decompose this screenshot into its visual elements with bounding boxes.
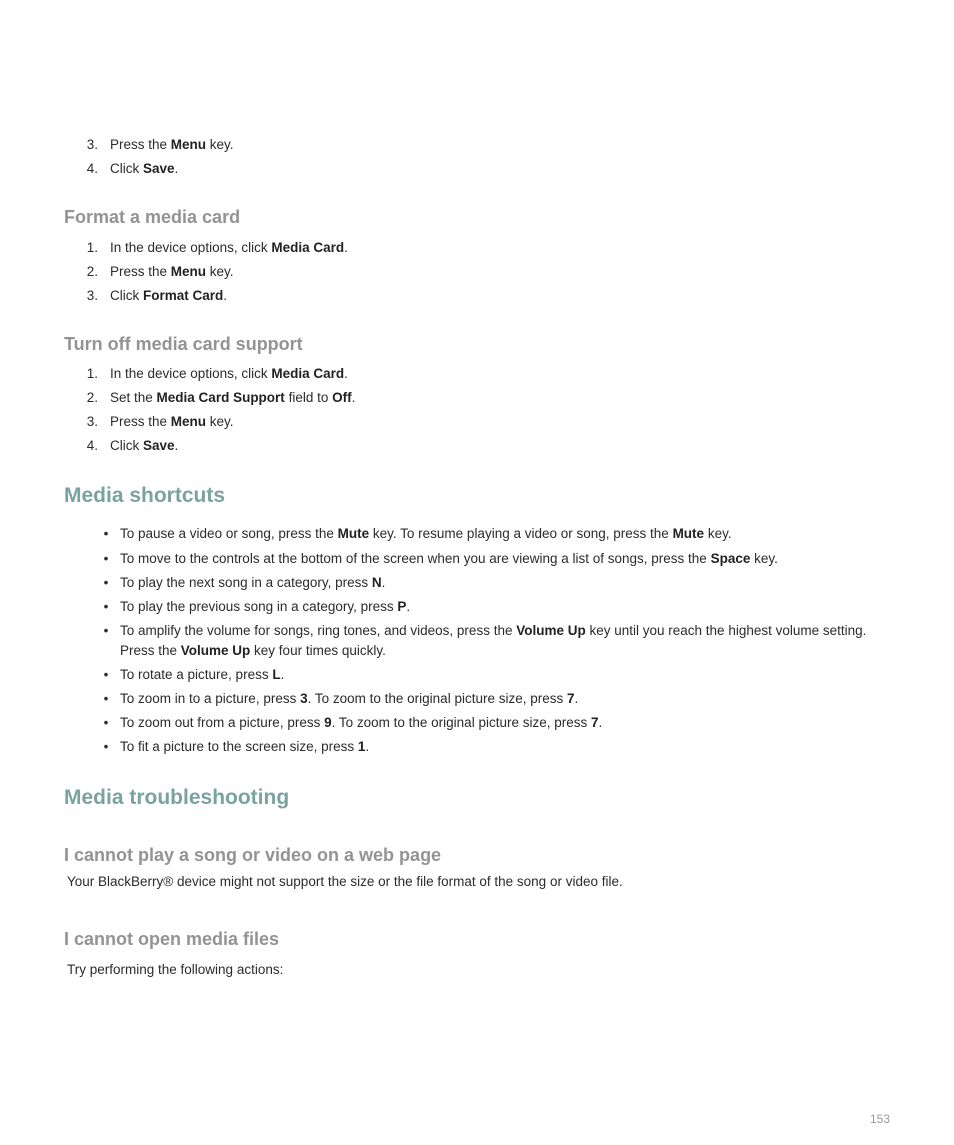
bullet-text: [120, 623, 866, 638]
text-run: To fit a picture to the screen size, press: [120, 739, 358, 754]
text-run: key.: [704, 526, 732, 541]
key-term: Save: [143, 161, 175, 176]
section-title-media-shortcuts: Media shortcuts: [64, 484, 226, 507]
text-run: key four times quickly.: [250, 643, 386, 658]
text-run: .: [223, 288, 228, 303]
step-number: 1.: [86, 366, 98, 381]
bullet-text: [120, 575, 385, 590]
step-text: [110, 264, 234, 279]
text-run: key.: [750, 551, 778, 566]
text-run: .: [381, 575, 386, 590]
text-run: Set the: [110, 390, 157, 405]
bullet-text: [120, 599, 410, 614]
key-term: P: [397, 599, 407, 614]
body-text-cannot-play: Your BlackBerry® device might not support the size or the file format of the song or video file.: [67, 874, 623, 889]
text-run: . To zoom to the original picture size, press: [331, 715, 591, 730]
body-text-cannot-open: Try performing the following actions:: [67, 962, 284, 977]
text-run: Press the: [110, 414, 171, 429]
text-run: To play the next song in a category, press: [120, 575, 372, 590]
bullet-icon: •: [103, 667, 109, 682]
page-number: 153: [870, 1112, 891, 1126]
step-number: 3.: [86, 414, 98, 429]
text-run: Press the: [120, 643, 181, 658]
key-term: Off: [332, 390, 352, 405]
step-text: [110, 414, 234, 429]
bullet-text: [120, 643, 386, 658]
text-run: .: [406, 599, 411, 614]
text-run: key until you reach the highest volume setting.: [585, 623, 867, 638]
bullet-icon: •: [103, 526, 109, 541]
key-term: Space: [710, 551, 751, 566]
key-term: N: [371, 575, 382, 590]
bullet-text: [120, 667, 284, 682]
text-run: To move to the controls at the bottom of the screen when you are viewing a list of songs, press the: [120, 551, 711, 566]
key-term: Media Card: [271, 366, 345, 381]
bullet-text: [120, 551, 778, 566]
bullet-text: [120, 739, 369, 754]
key-term: 7: [590, 715, 599, 730]
step-text: [110, 137, 234, 152]
key-term: 3: [300, 691, 308, 706]
key-term: Media Card Support: [156, 390, 285, 405]
text-run: In the device options, click: [110, 240, 272, 255]
step-text: [110, 366, 348, 381]
text-run: Click: [110, 438, 143, 453]
text-run: .: [351, 390, 356, 405]
bullet-text: [120, 526, 732, 541]
text-run: .: [174, 438, 179, 453]
text-run: To play the previous song in a category, press: [120, 599, 398, 614]
bullet-text: [120, 691, 578, 706]
key-term: 7: [566, 691, 575, 706]
key-term: Menu: [170, 137, 207, 152]
text-run: Press the: [110, 137, 171, 152]
section-heading-format-media-card: Format a media card: [64, 207, 241, 227]
text-run: .: [574, 691, 579, 706]
text-run: Click: [110, 161, 143, 176]
step-text: [110, 240, 348, 255]
bullet-icon: •: [103, 599, 109, 614]
step-text: [110, 438, 178, 453]
text-run: .: [280, 667, 285, 682]
text-run: To amplify the volume for songs, ring tones, and videos, press the: [120, 623, 517, 638]
section-heading-turn-off-support: Turn off media card support: [64, 334, 303, 354]
text-run: In the device options, click: [110, 366, 272, 381]
key-term: Media Card: [271, 240, 345, 255]
step-number: 1.: [86, 240, 98, 255]
text-run: To zoom in to a picture, press: [120, 691, 301, 706]
text-run: To rotate a picture, press: [120, 667, 273, 682]
text-run: Click: [110, 288, 143, 303]
text-run: .: [598, 715, 603, 730]
bullet-icon: •: [103, 691, 109, 706]
bullet-text: [120, 715, 602, 730]
text-run: To zoom out from a picture, press: [120, 715, 325, 730]
step-number: 3.: [86, 288, 98, 303]
text-run: To pause a video or song, press the: [120, 526, 338, 541]
step-text: [110, 390, 355, 405]
key-term: 1: [357, 739, 366, 754]
step-text: [110, 288, 227, 303]
bullet-icon: •: [103, 715, 109, 730]
key-term: Mute: [337, 526, 370, 541]
step-number: 2.: [86, 264, 98, 279]
section-title-media-troubleshooting: Media troubleshooting: [64, 786, 290, 809]
step-number: 4.: [86, 161, 98, 176]
text-run: field to: [284, 390, 333, 405]
key-term: Mute: [672, 526, 705, 541]
text-run: key.: [206, 264, 234, 279]
bullet-icon: •: [103, 551, 109, 566]
key-term: Volume Up: [180, 643, 251, 658]
text-run: key. To resume playing a video or song, press the: [369, 526, 673, 541]
bullet-icon: •: [103, 739, 109, 754]
text-run: . To zoom to the original picture size, press: [307, 691, 567, 706]
step-number: 4.: [86, 438, 98, 453]
subheading-cannot-play: I cannot play a song or video on a web page: [64, 845, 442, 865]
key-term: Save: [143, 438, 175, 453]
text-run: Press the: [110, 264, 171, 279]
key-term: Menu: [170, 414, 207, 429]
text-run: .: [344, 366, 348, 381]
text-run: .: [174, 161, 179, 176]
text-run: .: [344, 240, 348, 255]
step-number: 3.: [86, 137, 98, 152]
step-text: [110, 161, 178, 176]
key-term: Volume Up: [516, 623, 586, 638]
text-run: key.: [206, 414, 234, 429]
bullet-icon: •: [103, 575, 109, 590]
step-number: 2.: [86, 390, 98, 405]
subheading-cannot-open: I cannot open media files: [64, 929, 280, 949]
text-run: .: [365, 739, 370, 754]
text-run: key.: [206, 137, 234, 152]
key-term: Menu: [170, 264, 207, 279]
key-term: 9: [324, 715, 332, 730]
bullet-icon: •: [103, 623, 109, 638]
key-term: Format Card: [143, 288, 224, 303]
key-term: L: [272, 667, 281, 682]
